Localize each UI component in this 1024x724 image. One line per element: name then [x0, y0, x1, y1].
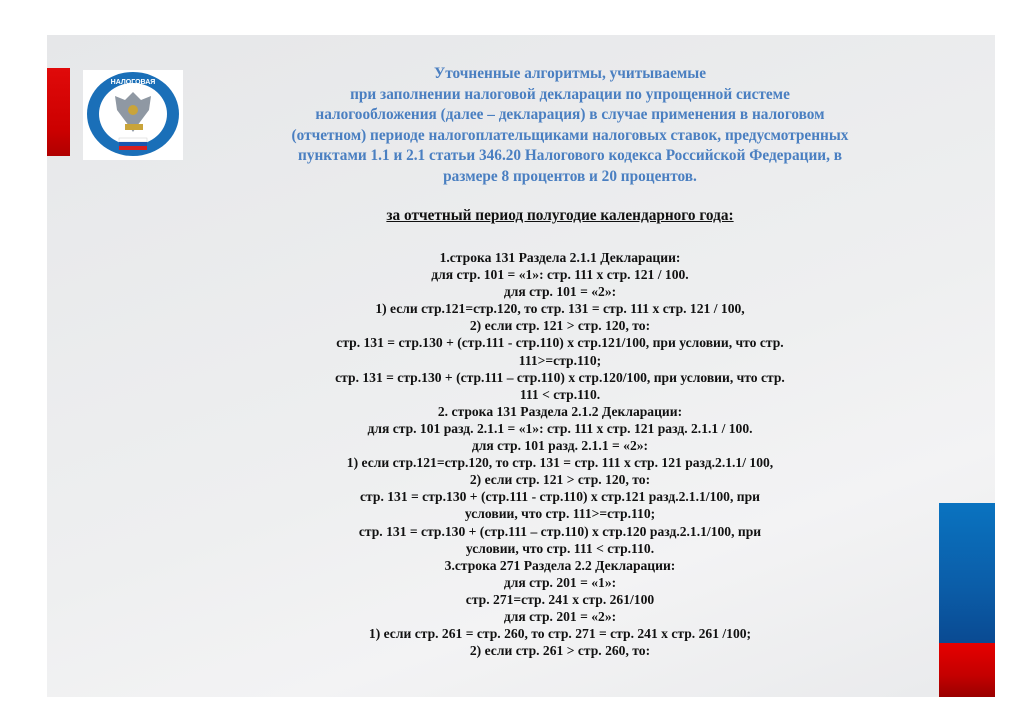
title-line: Уточненные алгоритмы, учитываемые [433, 65, 707, 82]
body-line: 111>=стр.110; [518, 352, 602, 368]
body-line: для стр. 101 = «2»: [503, 284, 617, 300]
flag-blue-stripe [939, 503, 995, 643]
red-accent-bar [47, 68, 70, 156]
title-line: (отчетном) периоде налогоплательщиками налоговых ставок, предусмотренных [291, 126, 849, 144]
body-line: для стр. 101 = «1»: стр. 111 х стр. 121 / 100. [431, 267, 689, 283]
algorithm-body [250, 249, 870, 659]
body-line: 111 < стр.110. [519, 386, 601, 402]
body-line: 1) если стр. 261 = стр. 260, то стр. 271 = стр. 241 х стр. 261 /100; [368, 626, 752, 642]
body-line: стр. 131 = стр.130 + (стр.111 – стр.110) х стр.120 разд.2.1.1/100, при [358, 523, 762, 539]
body-line: 2) если стр. 121 > стр. 120, то: [469, 472, 651, 488]
body-line: 1) если стр.121=стр.120, то стр. 131 = стр. 111 х стр. 121 / 100, [375, 301, 745, 317]
body-line: стр. 131 = стр.130 + (стр.111 - стр.110) х стр.121/100, при условии, что стр. [336, 335, 784, 351]
body-line: стр. 271=стр. 241 х стр. 261/100 [465, 591, 655, 607]
body-line: 2) если стр. 121 > стр. 120, то: [469, 318, 651, 334]
body-line: для стр. 101 разд. 2.1.1 = «2»: [471, 438, 649, 454]
body-line: 1) если стр.121=стр.120, то стр. 131 = стр. 111 х стр. 121 разд.2.1.1/ 100, [346, 455, 774, 471]
body-line: для стр. 201 = «1»: [503, 574, 617, 590]
body-line: стр. 131 = стр.130 + (стр.111 – стр.110) х стр.120/100, при условии, что стр. [335, 369, 785, 385]
russian-flag-accent [939, 503, 995, 697]
title-line: при заполнении налоговой декларации по упрощенной системе [350, 85, 790, 103]
flag-red-stripe [939, 643, 995, 697]
body-line: для стр. 201 = «2»: [503, 608, 617, 624]
body-line: стр. 131 = стр.130 + (стр.111 - стр.110) х стр.121 разд.2.1.1/100, при [360, 489, 760, 505]
title-line: размере 8 процентов и 20 процентов. [443, 167, 697, 185]
svg-text:НАЛОГОВАЯ: НАЛОГОВАЯ [110, 79, 156, 86]
title-line: пунктами 1.1 и 2.1 статьи 346.20 Налогового кодекса Российской Федерации, в [298, 147, 842, 164]
body-line: 2. строка 131 Раздела 2.1.2 Декларации: [437, 403, 683, 419]
body-line: 1.строка 131 Раздела 2.1.1 Декларации: [439, 250, 681, 265]
body-line: условии, что стр. 111 < стр.110. [465, 540, 655, 556]
title-line: налогообложения (далее – декларация) в случае применения в налоговом [315, 106, 825, 123]
period-heading: за отчетный период полугодие календарного года: [386, 207, 734, 224]
fns-logo [83, 70, 183, 160]
body-line: для стр. 101 разд. 2.1.1 = «1»: стр. 111 х стр. 121 разд. 2.1.1 / 100. [367, 420, 753, 436]
page-title [240, 64, 900, 187]
body-line: условии, что стр. 111>=стр.110; [464, 506, 656, 522]
fns-emblem-icon [83, 70, 183, 160]
body-line: 2) если стр. 261 > стр. 260, то: [469, 643, 651, 659]
body-line: 3.строка 271 Раздела 2.2 Декларации: [444, 557, 676, 573]
